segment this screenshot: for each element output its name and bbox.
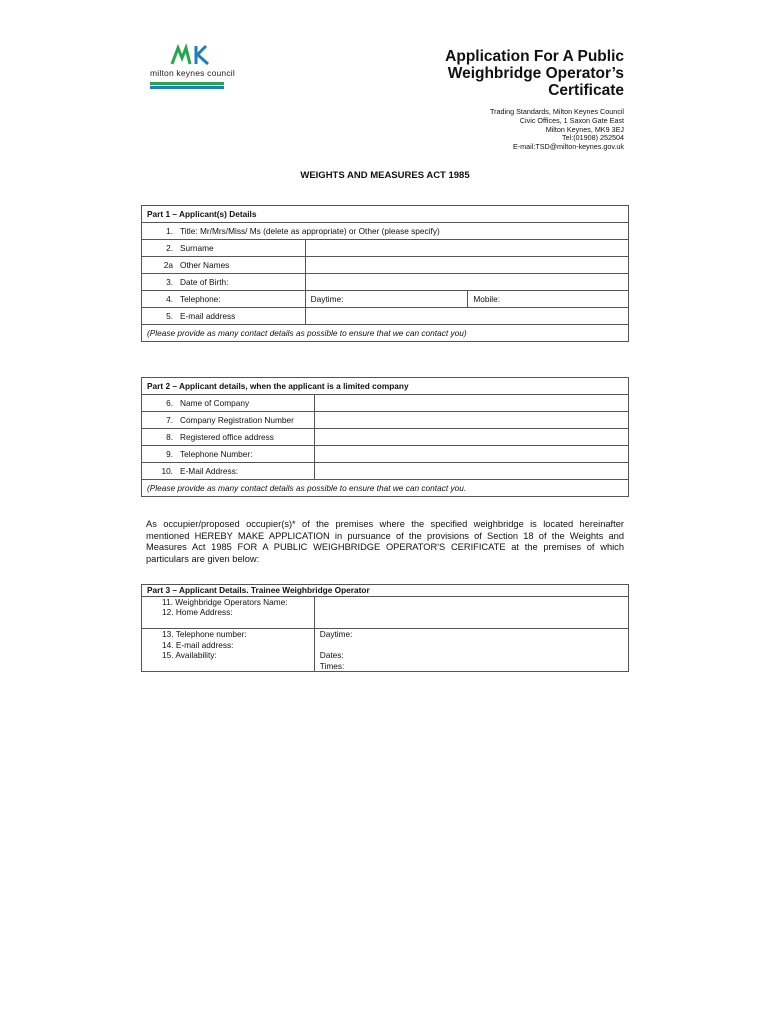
part3-table [141, 584, 629, 672]
field-label: Date of Birth: [180, 277, 229, 287]
title-line: Certificate [548, 82, 624, 99]
company-reg-label [142, 412, 315, 429]
dates-label: Dates: [319, 650, 344, 660]
field-label: Name of Company [180, 398, 250, 408]
dob-field[interactable] [305, 274, 628, 291]
logo-blue-bar [150, 86, 224, 89]
part2-heading: Part 2 – Applicant details, when the applicant is a limited company [142, 378, 629, 395]
telephone-label [142, 291, 306, 308]
company-name-label [142, 395, 315, 412]
availability-field[interactable] [314, 650, 628, 672]
council-logo [150, 44, 235, 94]
op-email-field[interactable] [314, 640, 628, 651]
email-field[interactable] [305, 308, 628, 325]
mobile-field[interactable]: Mobile: [468, 291, 629, 308]
item-number: 8. [166, 432, 173, 442]
company-telephone-label [142, 446, 315, 463]
company-reg-field[interactable] [314, 412, 628, 429]
surname-field[interactable] [305, 240, 628, 257]
home-address-field[interactable] [314, 607, 628, 629]
daytime-field[interactable]: Daytime: [305, 291, 468, 308]
address-line: Tel:(01908) 252504 [562, 133, 624, 143]
item-number: 6. [166, 398, 173, 408]
part1-note: (Please provide as many contact details as possible to ensure that we can contact you) [142, 325, 629, 342]
company-email-label [142, 463, 315, 480]
op-daytime-field[interactable]: Daytime: [314, 629, 628, 640]
op-telephone-label: 13. Telephone number: [142, 629, 315, 640]
document-title [445, 48, 624, 99]
field-label: Telephone Number: [180, 449, 253, 459]
part2-table [141, 377, 629, 497]
item-number: 3. [166, 277, 173, 287]
item-number: 5. [166, 311, 173, 321]
part2-note: (Please provide as many contact details as possible to ensure that we can contact you. [142, 480, 629, 497]
surname-label [142, 240, 306, 257]
company-email-field[interactable] [314, 463, 628, 480]
part3-heading: Part 3 – Applicant Details. Trainee Weighbridge Operator [142, 585, 629, 597]
contact-address [490, 108, 624, 152]
item-number: 10. [161, 466, 173, 476]
registered-office-field[interactable] [314, 429, 628, 446]
times-label: Times: [319, 660, 345, 671]
address-line: Trading Standards, Milton Keynes Council [490, 107, 624, 116]
title-line: Application For A Public [445, 48, 624, 65]
field-label: E-mail address [180, 311, 236, 321]
company-name-field[interactable] [314, 395, 628, 412]
registered-office-label [142, 429, 315, 446]
item-number: 4. [166, 294, 173, 304]
availability-label: 15. Availability: [142, 650, 315, 672]
email-label [142, 308, 306, 325]
field-label: Registered office address [180, 432, 274, 442]
item-number: 2. [166, 243, 173, 253]
field-label: Company Registration Number [180, 415, 294, 425]
address-line: E-mail:TSD@milton-keynes.gov.uk [512, 142, 624, 152]
other-names-field[interactable] [305, 257, 628, 274]
act-title: WEIGHTS AND MEASURES ACT 1985 [300, 170, 470, 181]
field-label: Other Names [180, 260, 230, 270]
part1-heading: Part 1 – Applicant(s) Details [142, 206, 629, 223]
operator-name-field[interactable] [314, 596, 628, 607]
logo-green-bar [150, 82, 224, 85]
title-line: Weighbridge Operator’s [447, 65, 624, 82]
application-statement: As occupier/proposed occupier(s)* of the premises where the specified weighbridge is located hereinafter mentioned HEREBY MAKE APPLICATION in pursuance of the provisions of Section 18 of the Weights and Measures Act 1985 FOR A PUBLIC WEIGHBRIDGE OPERATOR'S CERIFICATE at the premises of which particulars are given below: [146, 519, 624, 564]
item-number: 9. [166, 449, 173, 459]
home-address-label: 12. Home Address: [142, 607, 315, 629]
mk-logo-icon [170, 44, 220, 66]
part1-table [141, 205, 629, 342]
item-number: 2a [163, 260, 173, 270]
field-label: Telephone: [180, 294, 221, 304]
company-telephone-field[interactable] [314, 446, 628, 463]
title-field[interactable] [142, 223, 629, 240]
item-number: 1. [166, 226, 173, 236]
op-email-label: 14. E-mail address: [142, 640, 315, 651]
field-label: Surname [180, 243, 214, 253]
address-line: Civic Offices, 1 Saxon Gate East [519, 115, 624, 125]
address-line: Milton Keynes, MK9 3EJ [545, 124, 624, 134]
dob-label [142, 274, 306, 291]
logo-text: milton keynes council [150, 68, 235, 78]
item-number: 7. [166, 415, 173, 425]
field-label: E-Mail Address: [180, 466, 239, 476]
operator-name-label: 11. Weighbridge Operators Name: [142, 596, 315, 607]
other-names-label [142, 257, 306, 274]
field-label: Title: Mr/Mrs/Miss/ Ms (delete as appropriate) or Other (please specify) [180, 226, 440, 236]
